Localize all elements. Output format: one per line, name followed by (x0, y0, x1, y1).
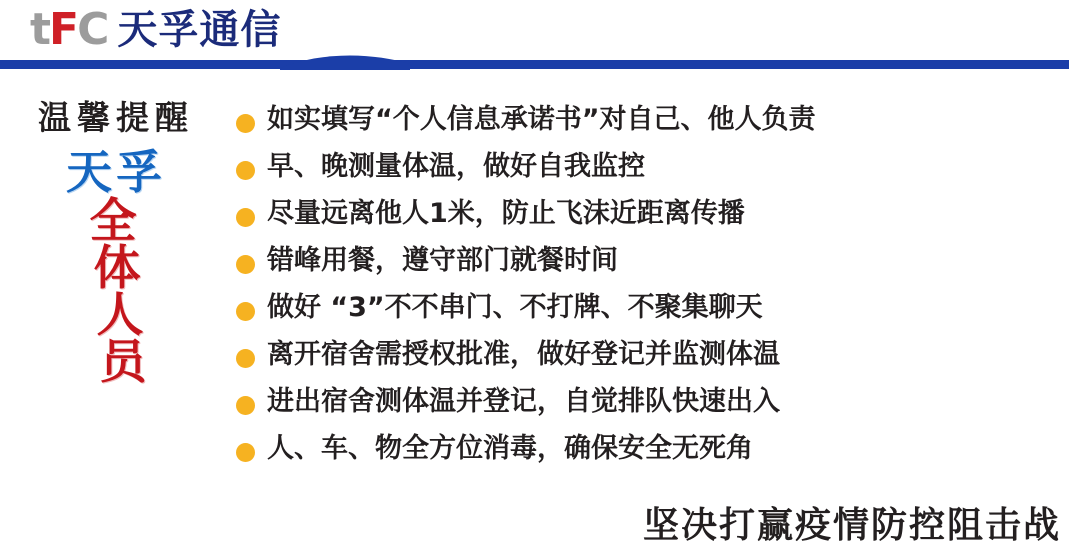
list-item-label: 早、晚测量体温，做好自我监控 (267, 151, 645, 182)
brand-red-char: 全 (89, 193, 137, 249)
footer-slogan: 坚决打赢疫情防控阻击战 (642, 504, 1061, 546)
bullet-dot-icon (236, 255, 255, 274)
bullet-dot-icon (236, 443, 255, 462)
header-divider (0, 60, 1069, 69)
brand-blue-text: 天孚 (66, 145, 166, 199)
vertical-brand-block (0, 145, 232, 390)
brand-red-char: 体 (93, 240, 141, 296)
company-logo (30, 4, 282, 55)
list-item (236, 245, 1062, 292)
list-item-label: 做好 “3”不不串门、不打牌、不聚集聊天 (267, 292, 763, 323)
list-item (236, 339, 1062, 386)
bullet-dot-icon (236, 396, 255, 415)
bullet-dot-icon (236, 161, 255, 180)
list-item-label: 如实填写“个人信息承诺书”对自己、他人负责 (267, 104, 816, 135)
bullet-dot-icon (236, 208, 255, 227)
brand-red-char: 员 (99, 334, 147, 390)
notice-bullet-list (236, 104, 1062, 480)
left-column (0, 92, 232, 390)
list-item-label: 错峰用餐，遵守部门就餐时间 (267, 245, 618, 276)
bullet-dot-icon (236, 114, 255, 133)
page-header (0, 0, 1069, 60)
bullet-dot-icon (236, 349, 255, 368)
divider-swoosh-decoration (280, 50, 410, 70)
list-item (236, 292, 1062, 339)
list-item-label: 人、车、物全方位消毒，确保安全无死角 (267, 433, 753, 464)
logo-letter-f: F (49, 4, 78, 55)
logo-wordmark: 天孚通信 (117, 7, 282, 53)
list-item (236, 104, 1062, 151)
list-item-label: 尽量远离他人1米，防止飞沫近距离传播 (267, 198, 745, 229)
list-item (236, 198, 1062, 245)
bullet-dot-icon (236, 302, 255, 321)
brand-red-char: 人 (96, 287, 144, 343)
list-item (236, 433, 1062, 480)
brand-red-stack (0, 193, 232, 390)
list-item (236, 151, 1062, 198)
logo-letter-t: t (30, 4, 50, 55)
swoosh-icon (280, 50, 410, 70)
logo-mark-icon (30, 4, 108, 55)
list-item-label: 进出宿舍测体温并登记，自觉排队快速出入 (267, 386, 780, 417)
logo-letter-c: C (77, 4, 108, 55)
reminder-title: 温馨提醒 (38, 98, 194, 137)
list-item (236, 386, 1062, 433)
list-item-label: 离开宿舍需授权批准，做好登记并监测体温 (267, 339, 780, 370)
